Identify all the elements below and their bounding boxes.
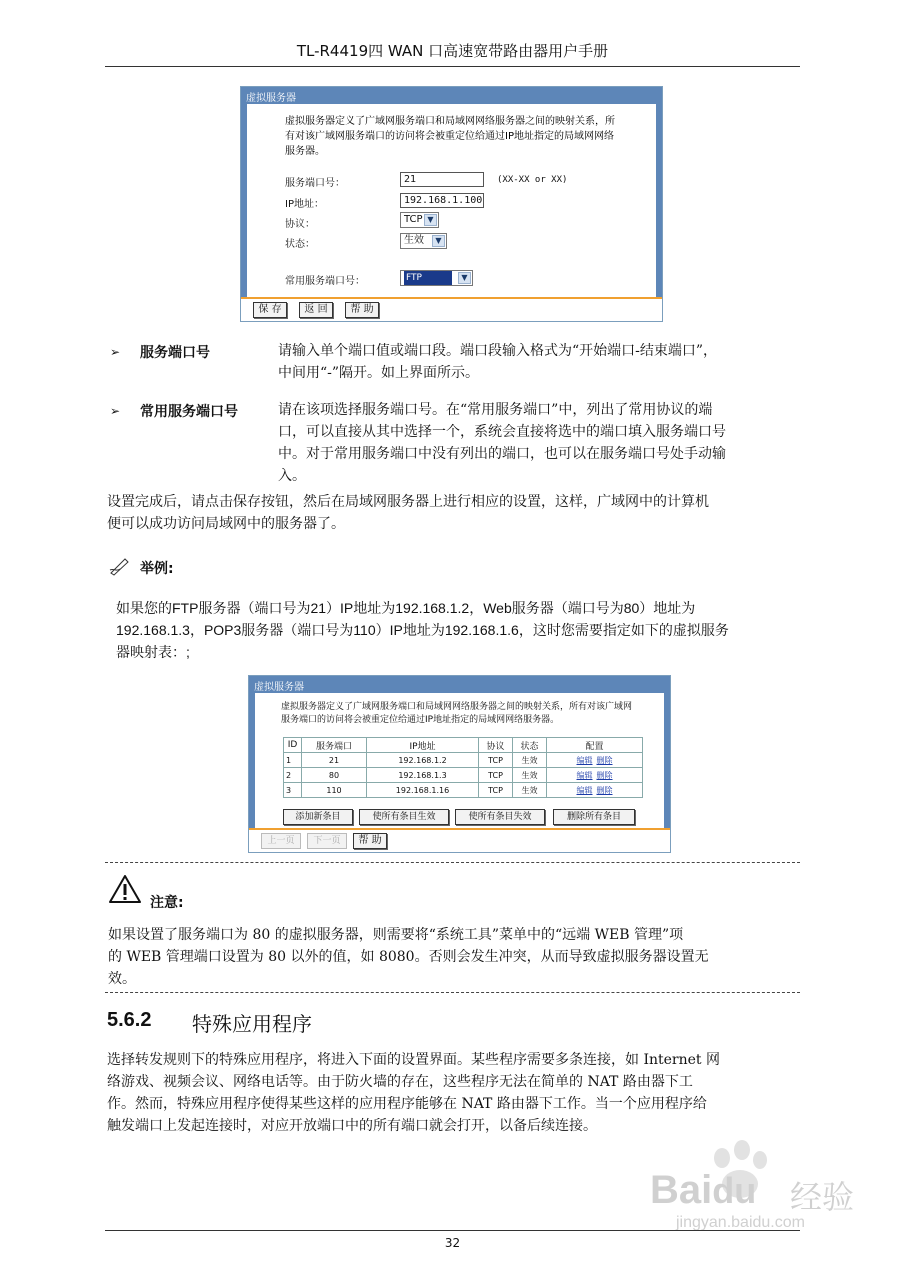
- paragraph-line: 触发端口上发起连接时，对应开放端口中的所有端口就会打开，以备后续连接。: [107, 1118, 597, 1134]
- help-button[interactable]: 帮 助: [353, 833, 387, 849]
- note-line: 的 WEB 管理端口设置为 80 以外的值，如 8080。否则会发生冲突，从而导致虚拟服务器设置无: [108, 949, 709, 965]
- cell-config: [547, 768, 643, 783]
- cell-status: 生效: [513, 783, 547, 798]
- panel-body: [241, 104, 662, 297]
- help-button[interactable]: 帮 助: [345, 302, 379, 318]
- col-header: 状态: [513, 738, 547, 753]
- next-page-button[interactable]: 下一页: [307, 833, 347, 849]
- delete-link[interactable]: 删除: [596, 785, 613, 795]
- chevron-down-icon: ▼: [458, 272, 471, 284]
- cell-port: 80: [302, 768, 367, 783]
- pen-icon: [108, 556, 132, 576]
- col-header: 协议: [479, 738, 513, 753]
- delete-all-button[interactable]: 删除所有条目: [553, 809, 635, 825]
- watermark-brand-text: Bai: [650, 1168, 713, 1212]
- cell-ip: 192.168.1.16: [367, 783, 479, 798]
- delete-link[interactable]: 删除: [596, 770, 613, 780]
- edit-link[interactable]: 编辑: [576, 755, 593, 765]
- list-description: [281, 701, 661, 727]
- protocol-select[interactable]: [400, 212, 439, 228]
- service-port-explanation: [278, 340, 803, 384]
- save-button[interactable]: 保 存: [253, 302, 287, 318]
- disable-all-button[interactable]: 使所有条目失效: [455, 809, 545, 825]
- enable-all-button[interactable]: 使所有条目生效: [359, 809, 449, 825]
- paragraph-line: 作。然而，特殊应用程序使得某些这样的应用程序能够在 NAT 路由器下工作。当一个应用程序给: [107, 1096, 707, 1112]
- explanation-line: 入。: [278, 468, 306, 484]
- desc-line: 有对该广域网服务端口的访问将会被重定位给通过IP地址指定的局域网网络: [285, 131, 614, 142]
- cell-port: 21: [302, 753, 367, 768]
- document-header-title: TL-R4419四 WAN 口高速宽带路由器用户手册: [296, 42, 609, 60]
- cell-status: 生效: [513, 753, 547, 768]
- col-header: IP地址: [367, 738, 479, 753]
- service-port-input[interactable]: 21: [400, 172, 484, 187]
- example-paragraph: [116, 597, 806, 663]
- note-top-divider: [105, 862, 800, 863]
- section-number: 5.6.2: [107, 1009, 152, 1031]
- desc-line: 虚拟服务器定义了广域网服务端口和局域网网络服务器之间的映射关系，所: [285, 116, 615, 127]
- watermark-url: jingyan.baidu.com: [676, 1214, 805, 1231]
- section-title: 特殊应用程序: [192, 1012, 312, 1036]
- form-description: [285, 114, 625, 159]
- table-row: [284, 768, 643, 783]
- button-bar: [249, 828, 670, 852]
- back-button[interactable]: 返 回: [299, 302, 333, 318]
- prev-page-button[interactable]: 上一页: [261, 833, 301, 849]
- cell-id: 1: [284, 753, 302, 768]
- common-port-explanation: [278, 399, 803, 487]
- chevron-down-icon: ▼: [432, 235, 445, 247]
- status-select[interactable]: [400, 233, 447, 249]
- after-setup-paragraph: [107, 491, 807, 535]
- paragraph-line: 络游戏、视频会议、网络电话等。由于防火墙的存在，这些程序无法在简单的 NAT 路由器下工: [107, 1074, 693, 1090]
- button-bar: [241, 297, 662, 321]
- example-line: 如果您的FTP服务器（端口号为21）IP地址为192.168.1.2，Web服务器（端口号为80）地址为: [116, 600, 696, 616]
- footer-divider: [105, 1230, 800, 1231]
- common-port-select[interactable]: [400, 270, 473, 286]
- explanation-line: 中间用“-”隔开。如上界面所示。: [278, 365, 480, 381]
- example-line: 器映射表：;: [116, 644, 190, 660]
- panel-title: 虚拟服务器: [241, 87, 662, 104]
- note-label: 注意:: [150, 895, 184, 911]
- cell-protocol: TCP: [479, 753, 513, 768]
- edit-link[interactable]: 编辑: [576, 770, 593, 780]
- warning-icon: [108, 874, 142, 904]
- cell-status: 生效: [513, 768, 547, 783]
- desc-line: 服务端口的访问将会被重定位给通过IP地址指定的局域网网络服务器。: [281, 715, 560, 725]
- cell-port: 110: [302, 783, 367, 798]
- cell-ip: 192.168.1.3: [367, 768, 479, 783]
- edit-link[interactable]: 编辑: [576, 785, 593, 795]
- common-port-label: 常用服务端口号：: [285, 276, 365, 287]
- chevron-down-icon: ▼: [424, 214, 437, 226]
- paragraph-line: 便可以成功访问局域网中的服务器了。: [107, 516, 345, 532]
- protocol-value: TCP: [404, 214, 423, 225]
- virtual-server-list-screenshot: [248, 675, 671, 853]
- ip-address-label: IP地址：: [285, 199, 324, 210]
- header-divider: [105, 66, 800, 67]
- common-port-value: FTP: [404, 271, 452, 285]
- note-line: 如果设置了服务端口为 80 的虚拟服务器，则需要将“系统工具”菜单中的“远端 WEB 管理”项: [108, 927, 684, 943]
- cell-ip: 192.168.1.2: [367, 753, 479, 768]
- watermark-brand-cn: 经验: [790, 1179, 855, 1215]
- ip-address-input[interactable]: 192.168.1.100: [400, 193, 484, 208]
- service-port-hint: (XX-XX or XX): [497, 175, 568, 185]
- cell-config: [547, 753, 643, 768]
- virtual-server-form-screenshot: [240, 86, 663, 322]
- col-header: 服务端口: [302, 738, 367, 753]
- note-line: 效。: [108, 971, 136, 987]
- explanation-line: 中。对于常用服务端口中没有列出的端口，也可以在服务端口号处手动输: [278, 446, 726, 462]
- cell-protocol: TCP: [479, 768, 513, 783]
- table-row: [284, 753, 643, 768]
- watermark-brand: [650, 1168, 756, 1213]
- col-header: 配置: [547, 738, 643, 753]
- example-label: 举例:: [140, 561, 174, 577]
- note-bottom-divider: [105, 992, 800, 993]
- add-entry-button[interactable]: 添加新条目: [283, 809, 353, 825]
- desc-line: 虚拟服务器定义了广域网服务端口和局域网网络服务器之间的映射关系，所有对该广域网: [281, 702, 633, 712]
- paragraph-line: 选择转发规则下的特殊应用程序，将进入下面的设置界面。某些程序需要多条连接，如 Internet 网: [107, 1052, 720, 1068]
- panel-title: 虚拟服务器: [249, 676, 670, 693]
- cell-protocol: TCP: [479, 783, 513, 798]
- paragraph-line: 设置完成后，请点击保存按钮，然后在局域网服务器上进行相应的设置，这样，广域网中的计算机: [107, 494, 709, 510]
- cell-config: [547, 783, 643, 798]
- example-line: 192.168.1.3，POP3服务器（端口号为110）IP地址为192.168.1.6，这时您需要指定如下的虚拟服务: [116, 622, 729, 638]
- term-common-port: 常用服务端口号: [140, 404, 238, 420]
- note-paragraph: [108, 924, 803, 990]
- status-label: 状态：: [285, 239, 315, 250]
- page-number: 32: [444, 1236, 461, 1250]
- watermark-brand-text2: du: [712, 1170, 757, 1211]
- section-paragraph: [107, 1049, 807, 1137]
- col-header: ID: [284, 738, 302, 753]
- arrow-bullet-icon: ➢: [110, 404, 121, 418]
- table-row: [284, 783, 643, 798]
- desc-line: 服务器。: [285, 146, 325, 157]
- virtual-server-table: [283, 737, 643, 798]
- explanation-line: 请在该项选择服务端口号。在“常用服务端口”中，列出了常用协议的端: [278, 402, 713, 418]
- explanation-line: 口，可以直接从其中选择一个，系统会直接将选中的端口填入服务端口号: [278, 424, 726, 440]
- status-value: 生效: [404, 235, 424, 246]
- explanation-line: 请输入单个端口值或端口段。端口段输入格式为“开始端口-结束端口”，: [278, 343, 718, 359]
- panel-body: [249, 693, 670, 828]
- delete-link[interactable]: 删除: [596, 755, 613, 765]
- cell-id: 2: [284, 768, 302, 783]
- service-port-label: 服务端口号：: [285, 178, 345, 189]
- cell-id: 3: [284, 783, 302, 798]
- term-service-port: 服务端口号: [140, 345, 210, 361]
- protocol-label: 协议：: [285, 219, 315, 230]
- arrow-bullet-icon: ➢: [110, 345, 121, 359]
- table-header-row: [284, 738, 643, 753]
